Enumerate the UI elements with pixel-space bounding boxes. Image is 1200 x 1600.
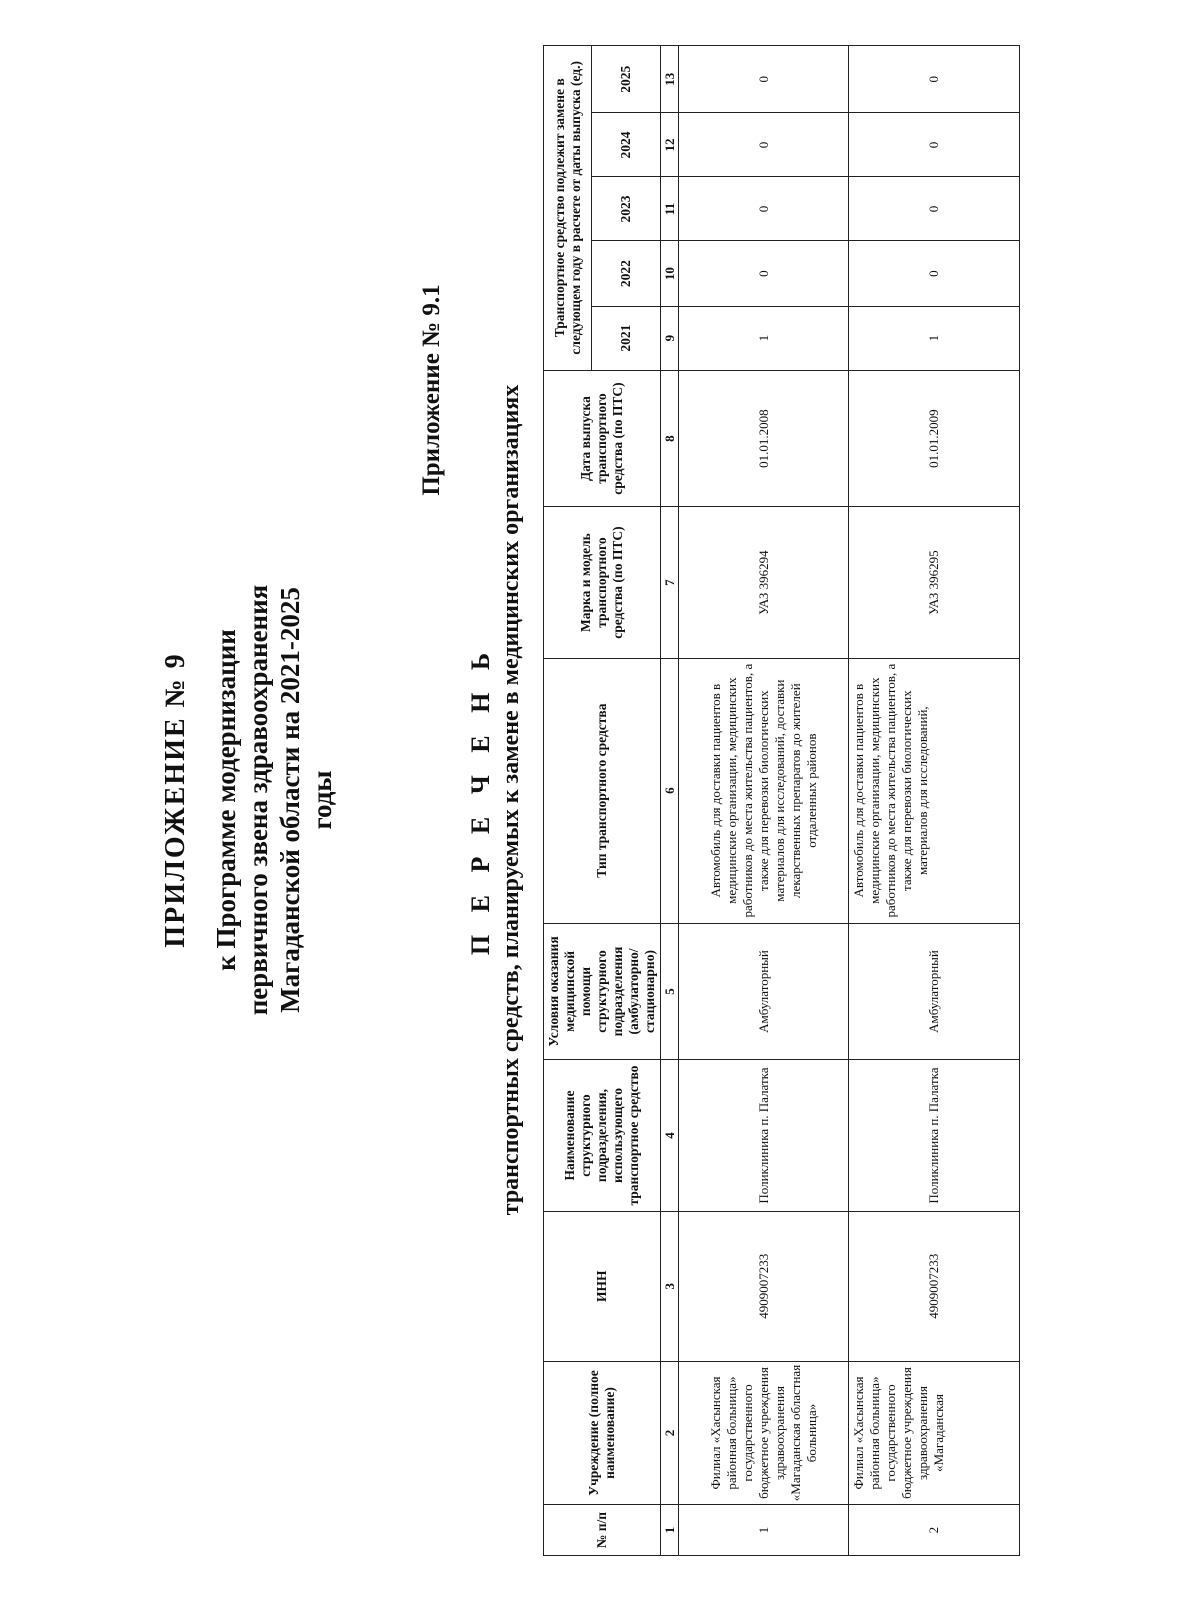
- annex-label: Приложение № 9.1: [418, 284, 445, 496]
- cell-year-2021: 1: [849, 306, 1020, 370]
- table-row: [679, 46, 849, 1556]
- cell-year-2025: 0: [679, 46, 849, 113]
- cell-conditions: Амбулаторный: [849, 923, 1020, 1060]
- cell-year-2024: 0: [679, 113, 849, 177]
- col-header-release-date: Дата выпуска транспортного средства (по ПТС): [544, 370, 661, 507]
- cell-institution: Филиал «Хасынская районная больница» государственного бюджетное учреждения здравоохранения «Магаданская: [849, 1361, 1020, 1504]
- col-header-year: 2021: [592, 306, 661, 370]
- cell-type: Автомобиль для доставки пациентов в медицинские организации, медицинских работников до места жительства пациентов, а также для перевозки биологических материалов для исследований, доставки лекарственных препаратов до жителей отдаленных районов: [679, 658, 849, 923]
- subtitle-line: первичного звена здравоохранения: [243, 584, 273, 1016]
- cell-year-2025: 0: [849, 46, 1020, 113]
- cell-release-date: 01.01.2009: [849, 370, 1020, 507]
- cell-inn: 4909007233: [849, 1211, 1020, 1361]
- appendix-subtitle: [210, 400, 338, 1200]
- cell-num: 2: [849, 1505, 1020, 1556]
- col-header-inn: ИНН: [544, 1211, 661, 1361]
- col-number: 2: [661, 1361, 679, 1504]
- cell-type: Автомобиль для доставки пациентов в медицинские организации, медицинских работников до места жительства пациентов, а также для перевозки биологических материалов для исследований,: [849, 658, 1020, 923]
- col-number: 12: [661, 113, 679, 177]
- cell-model: УАЗ 396294: [679, 507, 849, 658]
- col-number: 1: [661, 1505, 679, 1556]
- cell-institution: Филиал «Хасынская районная больница» государственного бюджетное учреждения здравоохранения «Магаданская областная больница»: [679, 1361, 849, 1504]
- cell-year-2021: 1: [679, 306, 849, 370]
- col-number: 11: [661, 177, 679, 241]
- vehicles-table: [543, 45, 1020, 1556]
- col-header-year: 2024: [592, 113, 661, 177]
- col-number: 7: [661, 507, 679, 658]
- col-header-year: 2023: [592, 177, 661, 241]
- appendix-title: ПРИЛОЖЕНИЕ № 9: [160, 652, 191, 948]
- col-header-type: Тип транспортного средства: [544, 658, 661, 923]
- cell-num: 1: [679, 1505, 849, 1556]
- col-header-replacement: Транспортное средство подлежит замене в следующем году в расчете от даты выпуска (ед.): [544, 46, 592, 371]
- col-header-year: 2025: [592, 46, 661, 113]
- col-header-unit: Наименование структурного подразделения, использующего транспортное средство: [544, 1060, 661, 1211]
- cell-inn: 4909007233: [679, 1211, 849, 1361]
- col-header-model: Марка и модель транспортного средства (по ПТС): [544, 507, 661, 658]
- col-number: 9: [661, 306, 679, 370]
- cell-year-2022: 0: [849, 241, 1020, 306]
- cell-conditions: Амбулаторный: [679, 923, 849, 1060]
- cell-model: УАЗ 396295: [849, 507, 1020, 658]
- col-number: 8: [661, 370, 679, 507]
- col-number: 10: [661, 241, 679, 306]
- cell-year-2024: 0: [849, 113, 1020, 177]
- col-header-conditions: Условия оказания медицинской помощи структурного подразделения (амбулаторно/ стационарно): [544, 923, 661, 1060]
- subtitle-line: Магаданской области на 2021-2025: [275, 587, 305, 1013]
- col-number: 3: [661, 1211, 679, 1361]
- cell-unit: Поликлиника п. Палатка: [679, 1060, 849, 1211]
- col-number: 13: [661, 46, 679, 113]
- subtitle-line: годы: [307, 770, 337, 830]
- cell-year-2023: 0: [849, 177, 1020, 241]
- cell-unit: Поликлиника п. Палатка: [849, 1060, 1020, 1211]
- table-row: [849, 46, 1020, 1556]
- subtitle-line: к Программе модернизации: [211, 629, 241, 971]
- list-subheading: транспортных средств, планируемых к замене в медицинских организациях: [498, 384, 524, 1216]
- list-heading: П Е Р Е Ч Е Н Ь: [466, 644, 495, 956]
- cell-release-date: 01.01.2008: [679, 370, 849, 507]
- col-header-year: 2022: [592, 241, 661, 306]
- col-number: 4: [661, 1060, 679, 1211]
- cell-year-2022: 0: [679, 241, 849, 306]
- col-header-institution: Учреждение (полное наименование): [544, 1361, 661, 1504]
- col-header-num: № п/п: [544, 1505, 661, 1556]
- col-number: 5: [661, 923, 679, 1060]
- col-number: 6: [661, 658, 679, 923]
- cell-year-2023: 0: [679, 177, 849, 241]
